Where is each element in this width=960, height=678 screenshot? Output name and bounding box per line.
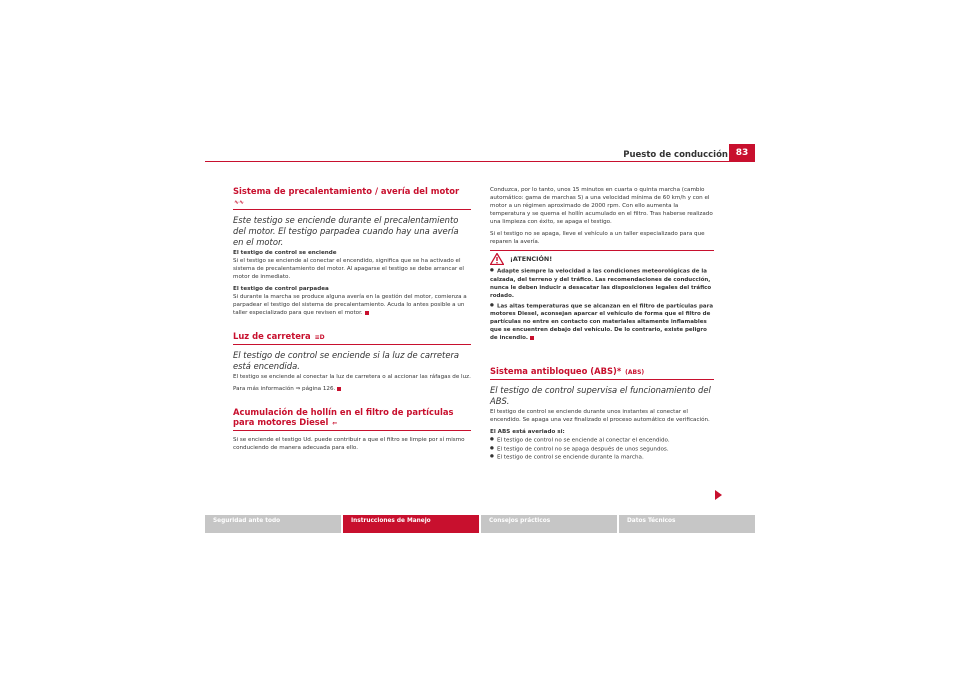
paragraph: Si se enciende el testigo Ud. puede contribuir a que el filtro se limpie por sí mismo conduciendo de manera adecuada para ello. <box>233 437 465 451</box>
header-rule <box>205 161 755 162</box>
section-rule <box>233 344 471 345</box>
paragraph: Si el testigo se enciende al conectar el encendido, significa que se ha activado el sistema de precalentamiento del motor. Al apagarse el testigo se debe arrancar el motor de inmediato. <box>233 258 464 280</box>
tab-seguridad[interactable]: Seguridad ante todo <box>205 515 341 533</box>
section-rule <box>233 209 471 210</box>
subheading: El testigo de control se enciende <box>233 250 337 256</box>
warning-item: ● Las altas temperaturas que se alcanzan en el filtro de partículas para motores Diesel, aconsejan aparcar el vehículo de forma que el filtro de partículas no entre en contacto con materiales altamente inflamables que se encuentren debajo del vehículo. De lo contrario, existe peligro de incendio. <box>490 302 714 343</box>
right-column <box>490 186 714 462</box>
tab-instrucciones[interactable]: Instrucciones de Manejo <box>343 515 479 533</box>
paragraph: El testigo se enciende al conectar la luz de carretera o al accionar las ráfagas de luz. <box>233 374 471 380</box>
high-beam-icon: ≡D <box>314 334 325 341</box>
subheading: El ABS está averiado si: <box>490 429 565 435</box>
list-item: ● El testigo de control se enciende durante la marcha. <box>490 453 714 462</box>
glow-plug-icon: ∿∿ <box>234 199 245 206</box>
left-column <box>233 186 471 456</box>
paragraph: Para más información ⇒ página 126. <box>233 385 471 393</box>
section-title-preheating: Sistema de precalentamiento / avería del motor ∿∿ <box>233 186 460 206</box>
abs-icon: (ABS) <box>625 369 645 376</box>
section-lead: El testigo de control se enciende si la luz de carretera está encendida. <box>233 350 460 371</box>
warning-item: ● Adapte siempre la velocidad a las condiciones meteorológicas de la calzada, del terreno y del tráfico. Las recomendaciones de conducción, nunca le deben inducir a desacatar las disposiciones legales del tráfico rodado. <box>490 267 714 300</box>
section-rule <box>490 379 714 380</box>
warning-title: ¡ATENCIÓN! <box>510 255 553 263</box>
warning-triangle-icon <box>490 253 504 265</box>
section-lead: Este testigo se enciende durante el precalentamiento del motor. El testigo parpadea cuando hay una avería en el motor. <box>233 215 459 247</box>
warning-box-header <box>490 250 714 265</box>
next-page-arrow-icon[interactable] <box>715 490 722 500</box>
paragraph: Si el testigo no se apaga, lleve el vehículo a un taller especializado para que reparen la avería. <box>490 231 705 245</box>
footer-nav <box>205 515 755 533</box>
section-rule <box>233 430 471 431</box>
page-number: 83 <box>729 144 755 162</box>
section-lead: El testigo de control supervisa el funcionamiento del ABS. <box>490 385 711 406</box>
paragraph: Conduzca, por lo tanto, unos 15 minutos en cuarta o quinta marcha (cambio automático: gama de marchas S) a una velocidad mínima de 60 km/h y con el motor a un régimen aproximado de 2000 rpm. Con ello aumenta la temperatura y se quema el hollín acumulado en el filtro. Tras haberse realizado una limpieza con éxito, se apaga el testigo. <box>490 187 713 225</box>
page-header-title: Puesto de conducción <box>623 150 728 160</box>
warning-body <box>490 267 714 342</box>
section-title-dpf: Acumulación de hollín en el filtro de partículas para motores Diesel ⇐ <box>233 407 454 427</box>
list-item: ● El testigo de control no se enciende al conectar el encendido. <box>490 436 714 445</box>
paragraph: Si durante la marcha se produce alguna avería en la gestión del motor, comienza a parpadear el testigo del sistema de precalentamiento. Acuda lo antes posible a un taller especializado para que revisen el motor. <box>233 294 467 316</box>
end-mark <box>337 387 341 391</box>
end-mark <box>365 311 369 315</box>
tab-datos[interactable]: Datos Técnicos <box>619 515 755 533</box>
paragraph: El testigo de control se enciende durante unos instantes al conectar el encendido. Se apaga una vez finalizado el proceso automático de verificación. <box>490 409 710 423</box>
tab-consejos[interactable]: Consejos prácticos <box>481 515 617 533</box>
subheading: El testigo de control parpadea <box>233 286 329 292</box>
abs-fault-list <box>490 436 714 462</box>
end-mark <box>530 336 534 340</box>
section-title-high-beam: Luz de carretera ≡D <box>233 331 325 341</box>
list-item: ● El testigo de control no se apaga después de unos segundos. <box>490 445 714 454</box>
diesel-particulate-filter-icon: ⇐ <box>332 420 338 427</box>
section-title-abs: Sistema antibloqueo (ABS)* (ABS) <box>490 366 645 376</box>
